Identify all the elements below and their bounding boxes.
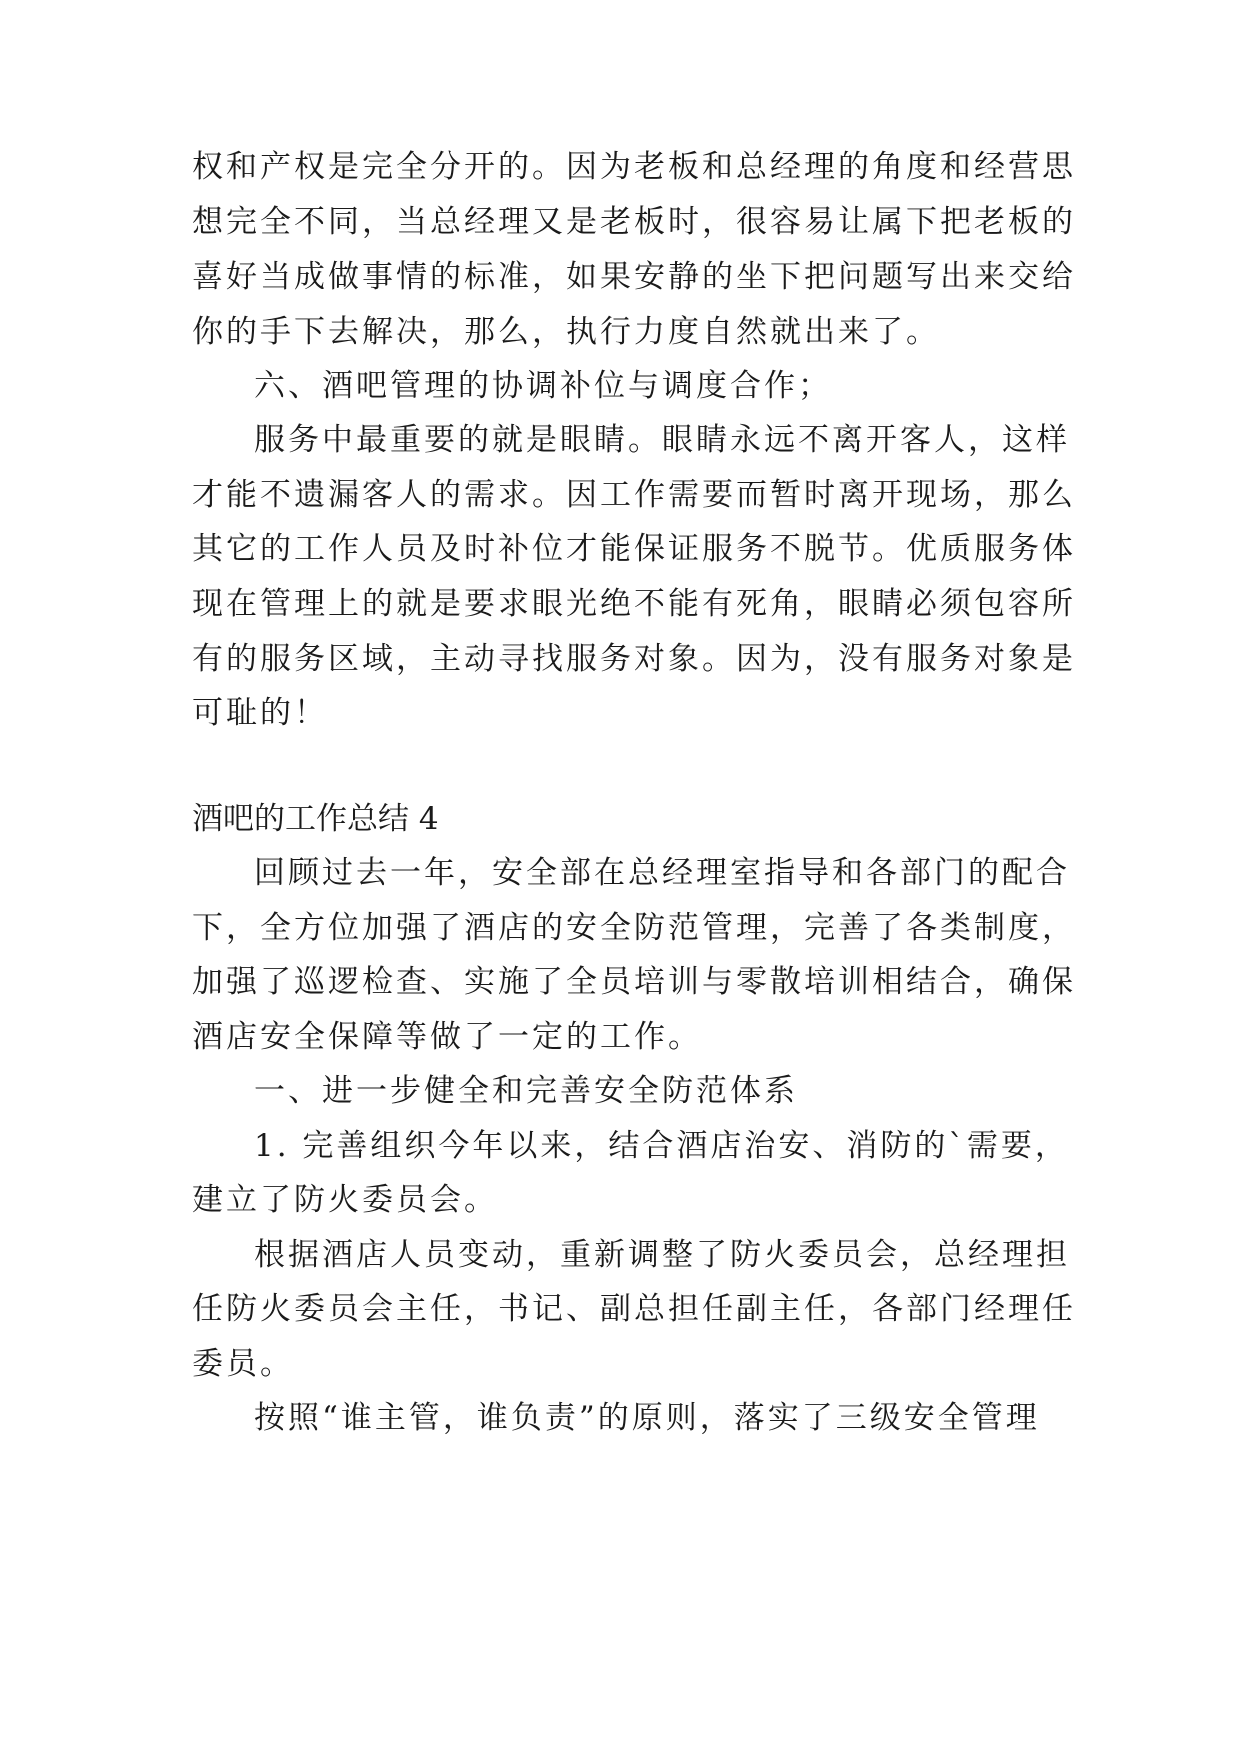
paragraph-line: 其它的工作人员及时补位才能保证服务不脱节。优质服务体: [192, 531, 1076, 567]
paragraph-line: 想完全不同，当总经理又是老板时，很容易让属下把老板的: [192, 204, 1076, 240]
paragraph-line: 才能不遗漏客人的需求。因工作需要而暂时离开现场，那么: [192, 477, 1076, 513]
paragraph-line: 任防火委员会主任，书记、副总担任副主任，各部门经理任: [192, 1291, 1076, 1327]
paragraph-line: 可耻的！: [192, 695, 328, 731]
list-item-line: 建立了防火委员会。: [192, 1182, 498, 1218]
paragraph-line: 根据酒店人员变动，重新调整了防火委员会，总经理担: [254, 1237, 1070, 1273]
paragraph-line: 按照“谁主管，谁负责”的原则，落实了三级安全管理: [254, 1400, 1040, 1436]
subheading-coordination: 六、酒吧管理的协调补位与调度合作；: [254, 368, 832, 404]
paragraph-line: 喜好当成做事情的标准，如果安静的坐下把问题写出来交给: [192, 259, 1076, 295]
list-item-line: 1. 完善组织今年以来，结合酒店治安、消防的`需要，: [254, 1128, 1069, 1164]
section-title: 酒吧的工作总结 4: [192, 801, 439, 837]
paragraph-line: 酒店安全保障等做了一定的工作。: [192, 1019, 702, 1055]
subheading-security-system: 一、进一步健全和完善安全防范体系: [254, 1073, 798, 1109]
paragraph-line: 回顾过去一年，安全部在总经理室指导和各部门的配合: [254, 855, 1070, 891]
paragraph-line: 加强了巡逻检查、实施了全员培训与零散培训相结合，确保: [192, 964, 1076, 1000]
paragraph-line: 权和产权是完全分开的。因为老板和总经理的角度和经营思: [192, 149, 1076, 185]
paragraph-line: 下，全方位加强了酒店的安全防范管理，完善了各类制度，: [192, 910, 1076, 946]
paragraph-line: 委员。: [192, 1346, 294, 1382]
paragraph-line: 有的服务区域，主动寻找服务对象。因为，没有服务对象是: [192, 641, 1076, 677]
paragraph-line: 现在管理上的就是要求眼光绝不能有死角，眼睛必须包容所: [192, 586, 1076, 622]
paragraph-line: 你的手下去解决，那么，执行力度自然就出来了。: [192, 314, 940, 350]
paragraph-line: 服务中最重要的就是眼睛。眼睛永远不离开客人，这样: [254, 422, 1070, 458]
